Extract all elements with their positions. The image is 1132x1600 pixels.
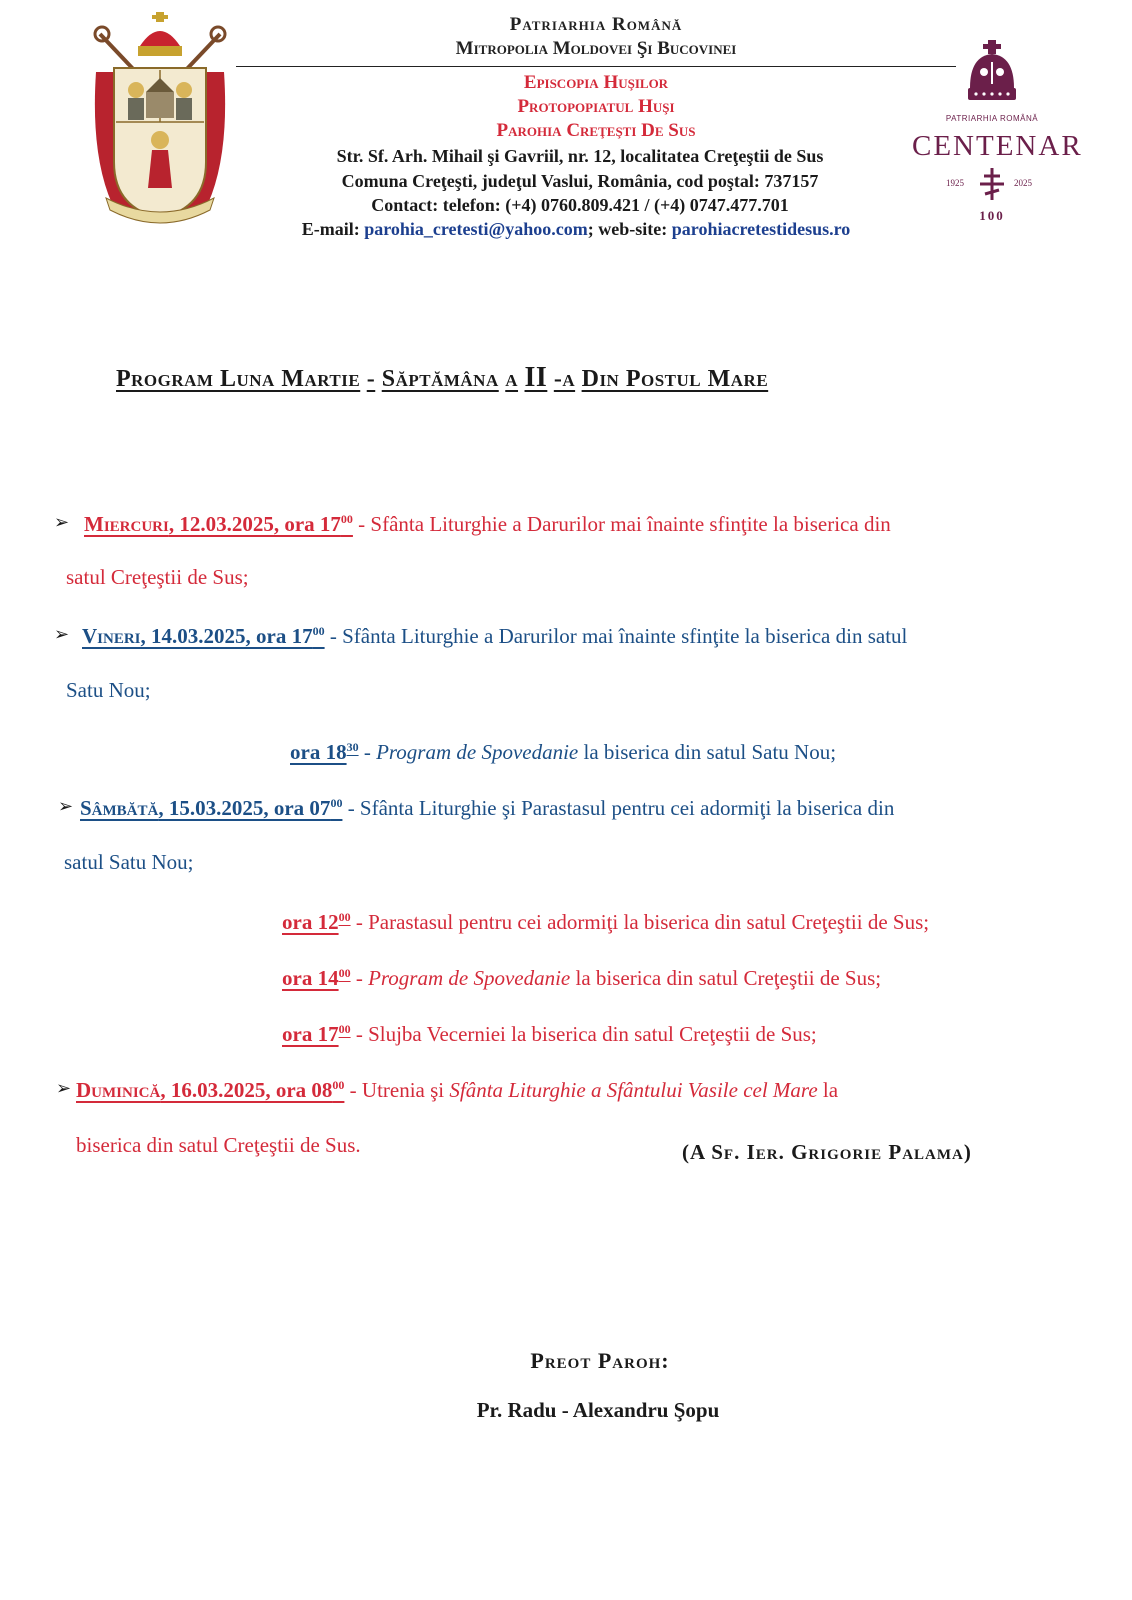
email-link[interactable]: parohia_cretesti@yahoo.com xyxy=(364,219,588,239)
website-link[interactable]: parohiacretestidesus.ro xyxy=(671,219,851,239)
title-part-3: a xyxy=(505,366,519,392)
schedule-wednesday xyxy=(84,512,891,537)
title-part-2: Săptămâna xyxy=(381,366,499,392)
deanery-name: Protopopiatul Huşi xyxy=(517,96,675,117)
parish-contact: Contact: telefon: (+4) 0760.809.421 / (+4) 0747.477.701 xyxy=(371,195,789,215)
saturday-lead: Sâmbătă, 15.03.2025, ora $07^{00}$ xyxy=(80,796,343,820)
saturday-vespers: ora $17^{00}$ - Slujba Vecerniei la biserica din satul Creţeştii de Sus; xyxy=(282,1022,817,1046)
schedule-saturday-cont: satul Satu Nou; xyxy=(64,850,194,874)
centenar-logo xyxy=(912,40,1083,230)
schedule-sunday-cont: biserica din satul Creţeştii de Sus. xyxy=(76,1133,361,1157)
bullet-arrow-icon: ➢ xyxy=(58,796,74,816)
saturday-memorial: ora $12^{00}$ - Parastasul pentru cei adormiţi la biserica din satul Creţeştii de Sus; xyxy=(282,910,930,934)
parish-name: Parohia Creţeşti De Sus xyxy=(496,120,696,141)
centenar-number: 100 xyxy=(979,208,1005,223)
saturday-confession: ora $14^{00}$ - Program de Spovedanie la biserica din satul Creţeştii de Sus; xyxy=(282,966,882,990)
friday-confession: ora $18^{30}$ - Program de Spovedanie la biserica din satul Satu Nou; xyxy=(290,740,837,764)
contacts-separator: ; xyxy=(587,219,594,239)
page-title xyxy=(116,362,1006,394)
title-part-5: Din Postul Mare xyxy=(581,366,769,392)
friday-text: - Sfânta Liturghie a Darurilor mai înainte sfinţite la biserica din satul xyxy=(324,624,908,648)
parish-address: Str. Sf. Arh. Mihail şi Gavriil, nr. 12, localitatea Creţeştii de Sus xyxy=(336,146,824,166)
signature-name: Pr. Radu - Alexandru Şopu xyxy=(476,1398,720,1422)
centenar-subtitle: PATRIARHIA ROMÂNĂ xyxy=(945,114,1039,123)
wednesday-lead: Miercuri, 12.03.2025, ora $17^{00}$ xyxy=(84,512,353,536)
parish-online-contacts xyxy=(236,219,916,240)
email-label: E-mail: xyxy=(301,219,360,239)
website-label: web-site: xyxy=(598,219,668,239)
centenar-year-end: 2025 xyxy=(1014,178,1032,188)
bullet-arrow-icon: ➢ xyxy=(54,512,70,532)
diocese-crest-emblem xyxy=(86,12,234,234)
schedule-saturday xyxy=(80,796,894,821)
friday-lead: Vineri, 14.03.2025, ora $17^{00}$ xyxy=(82,624,325,648)
centenar-word: CENTENAR xyxy=(912,130,1083,162)
bullet-arrow-icon: ➢ xyxy=(56,1078,72,1098)
wednesday-text: - Sfânta Liturghie a Darurilor mai înainte sfinţite la biserica din xyxy=(352,512,891,536)
schedule-sunday: Duminică, 16.03.2025, ora $08^{00}$ - Utrenia şi Sfânta Liturghie a Sfântului Vasile cel Mare la xyxy=(76,1078,839,1102)
title-part-1: Program Luna Martie xyxy=(116,366,361,392)
schedule-friday-cont: Satu Nou; xyxy=(66,678,151,702)
title-part-4: -a xyxy=(553,366,576,392)
title-dash: - xyxy=(366,366,376,392)
orthodox-cross-icon xyxy=(980,168,1004,200)
centenar-year-start: 1925 xyxy=(946,178,964,188)
bullet-arrow-icon: ➢ xyxy=(54,624,70,644)
diocese-name: Episcopia Huşilor xyxy=(523,72,669,93)
schedule-friday xyxy=(82,624,907,649)
signature-role: Preot Paroh: xyxy=(530,1348,670,1373)
feast-day-note: (A Sf. Ier. Grigorie Palama) xyxy=(682,1140,972,1164)
title-roman-numeral: II xyxy=(524,362,548,393)
sunday-lead: Duminică, 16.03.2025, ora $08^{00}$ xyxy=(76,1078,345,1102)
header-divider xyxy=(236,66,956,67)
patriarchate-name: Patriarhia Română xyxy=(509,14,683,35)
metropolis-name: Mitropolia Moldovei Şi Bucovinei xyxy=(455,38,737,59)
schedule-wednesday-cont: satul Creţeştii de Sus; xyxy=(66,565,249,589)
patriarchal-crown-icon xyxy=(912,40,1072,112)
saturday-text: - Sfânta Liturghie şi Parastasul pentru cei adormiţi la biserica din xyxy=(342,796,895,820)
parish-commune: Comuna Creţeşti, judeţul Vaslui, România, cod poştal: 737157 xyxy=(341,171,819,191)
